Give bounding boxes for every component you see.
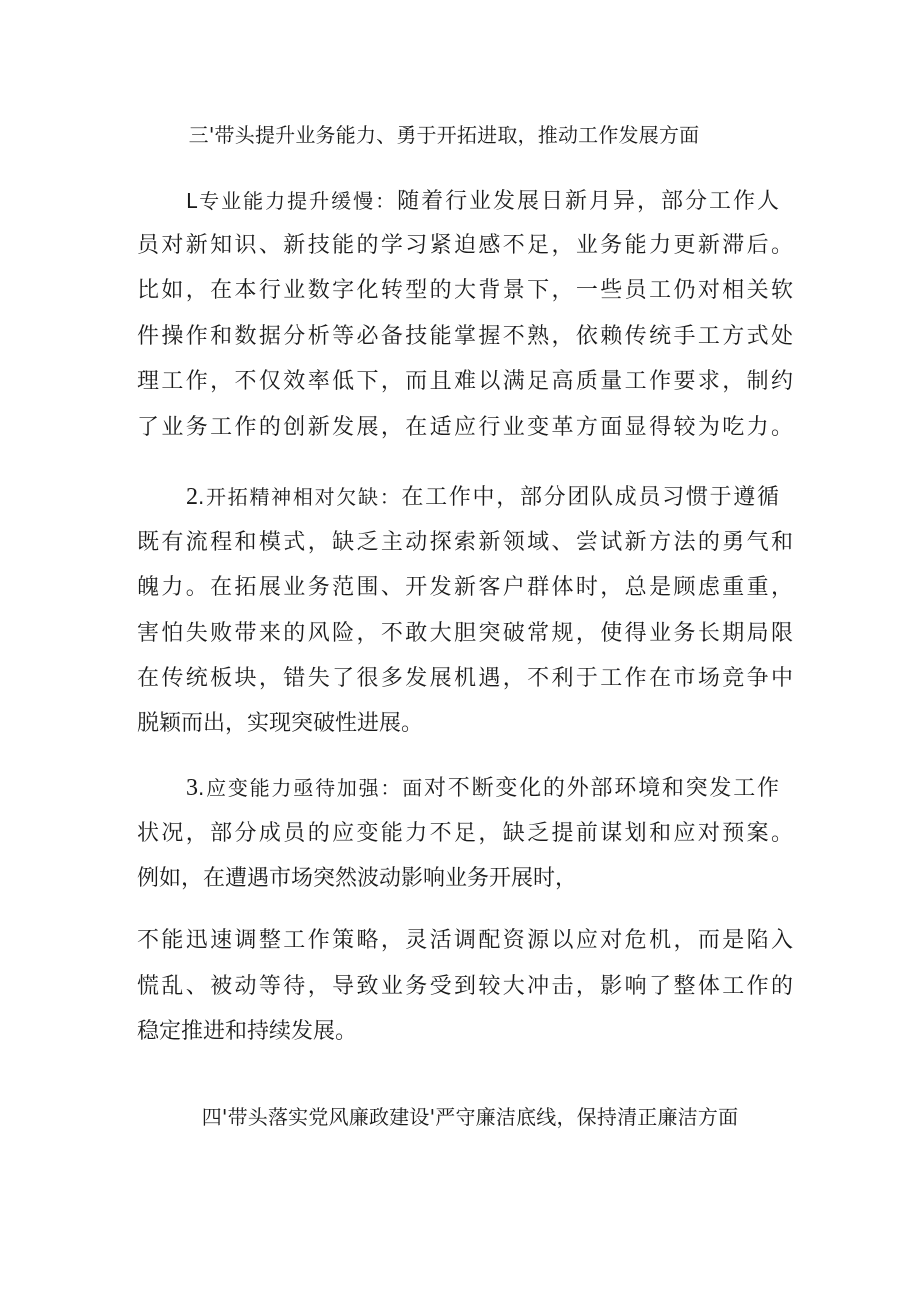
paragraph-1-line-3: 比如，在本行业数字化转型的大背景下，一些员工仍对相关软 <box>137 278 793 303</box>
section-heading-3: 三'带头提升业务能力、勇于开拓进取，推动工作发展方面 <box>188 123 700 147</box>
section-heading-4: 四'带头落实党风廉政建设'严守廉洁底线，保持清正廉洁方面 <box>201 1105 739 1129</box>
paragraph-2-line-5: 在传统板块，错失了很多发展机遇，不利于工作在市场竞争中 <box>137 666 793 691</box>
paragraph-1-line-2: 员对新知识、新技能的学习紧迫感不足，业务能力更新滞后。 <box>137 233 793 258</box>
paragraph-1-line-1 <box>186 181 779 221</box>
paragraph-1-line-4: 件操作和数据分析等必备技能掌握不熟，依赖传统手工方式处 <box>137 324 793 349</box>
paragraph-3-line-2: 状况，部分成员的应变能力不足，缺乏提前谋划和应对预案。 <box>137 821 793 846</box>
paragraph-2-line-1 <box>186 477 779 517</box>
paragraph-4-line-2: 慌乱、被动等待，导致业务受到较大冲击，影响了整体工作的 <box>137 974 793 999</box>
paragraph-2-number: 2 <box>186 484 198 510</box>
paragraph-1-line-5: 理工作，不仅效率低下，而且难以满足高质量工作要求，制约 <box>137 369 793 394</box>
paragraph-2-line-4: 害怕失败带来的风险，不敢大胆突破常规，使得业务长期局限 <box>137 621 793 646</box>
paragraph-3-lead: .应变能力亟待加强：面 <box>198 776 424 800</box>
paragraph-4-line-1: 不能迅速调整工作策略，灵活调配资源以应对危机，而是陷入 <box>137 928 793 953</box>
paragraph-2-line-2: 既有流程和模式，缺乏主动探索新领域、尝试新方法的勇气和 <box>137 530 793 555</box>
paragraph-3-number: 3 <box>186 775 198 801</box>
paragraph-3-line-3: 例如，在遭遇市场突然波动影响业务开展时， <box>137 866 578 891</box>
paragraph-1-lead: L专业能力提升缓慢： <box>186 189 398 213</box>
paragraph-4-line-3: 稳定推进和持续发展。 <box>137 1019 358 1044</box>
paragraph-2-lead: .开拓精神相对欠缺： <box>198 485 402 509</box>
paragraph-1-text: 随着行业发展日新月异，部分工作人 <box>397 189 779 214</box>
paragraph-2-line-6: 脱颖而出，实现突破性进展。 <box>137 711 424 736</box>
paragraph-3-line-1 <box>186 768 779 808</box>
paragraph-2-line-3: 魄力。在拓展业务范围、开发新客户群体时，总是顾虑重重， <box>137 575 793 600</box>
paragraph-3-text: 对不断变化的外部环境和突发工作 <box>424 776 779 801</box>
paragraph-2-text: 在工作中，部分团队成员习惯于遵循 <box>401 485 779 510</box>
paragraph-1-line-6: 了业务工作的创新发展，在适应行业变革方面显得较为吃力。 <box>137 415 793 440</box>
